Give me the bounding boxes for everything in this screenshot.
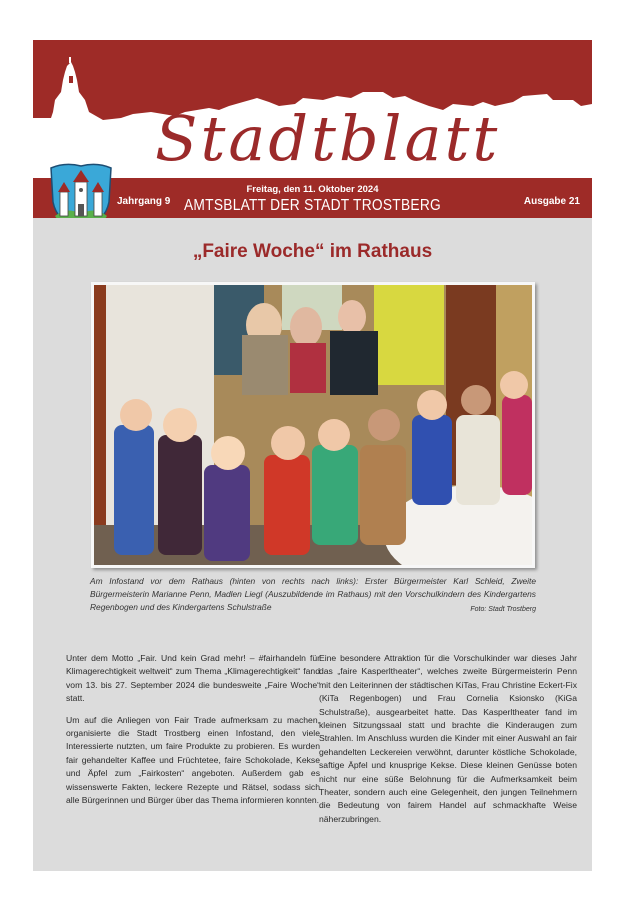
article-column-right (319, 652, 577, 834)
article-headline: „Faire Woche“ im Rathaus (192, 241, 433, 262)
photo-credit: Foto: Stadt Trostberg (470, 606, 536, 613)
issue-date: Freitag, den 11. Oktober 2024 (246, 184, 379, 195)
article-paragraph: Eine besondere Attraktion für die Vorschulkinder war dieses Jahr das „faire Kasperltheater“, welches zweite Bürgermeisterin Penn mit den Leiterinnen der städtischen KiTas, Frau Christine Eckert-Fix (KiTa Regenbogen) und Frau Cornelia Ksionsko (KiGa Schulstraße), ausgearbeitet hatte. Das Kasperltheater fand im kleinen Sitzungssaal statt und brachte die Kinderaugen zum Strahlen. Im Anschluss wurden die Kinder mit einer Auswahl an fair gehandelten Leckereien verwöhnt, darunter köstliche Schokolade, saftige Äpfel und knusprige Kekse. Diese kleinen Genüsse boten nicht nur eine süße Belohnung für die Aufmerksamkeit beim Theater, sondern auch eine Gelegenheit, den jungen Teilnehmern die Bedeutung von fairem Handel auf schmackhafte Weise näherzubringen. (319, 653, 577, 824)
volume-label: Jahrgang 9 (117, 196, 171, 207)
photo-caption: Am Infostand vor dem Rathaus (hinten von rechts nach links): Erster Bürgermeister Karl Schleid, Zweite Bürgermeisterin Marianne Penn, Madlen Liegl (Auszubildende im Rathaus) mit den Vorschulkindern des Kindergartens Regenbogen und des Kindergartens Schulstraße (90, 576, 536, 612)
publication-subtitle: AMTSBLATT DER STADT TROSTBERG (183, 197, 441, 214)
article-column-left (66, 652, 320, 815)
coat-of-arms-icon (47, 162, 115, 218)
article-photo (91, 282, 535, 568)
article-paragraph: Unter dem Motto „Fair. Und kein Grad mehr! – #fairhandeln für Klimagerechtigkeit weltweit“ zum Thema „Klimagerechtigkeit“ fand vom 13. bis 27. September 2024 die bundesweite „Faire Woche“ statt. (66, 653, 320, 704)
masthead-title: Stadtblatt (155, 102, 501, 175)
group-photo-image (94, 285, 532, 565)
masthead (33, 40, 592, 218)
newspaper-page (33, 40, 592, 871)
photo-illustration-icon (94, 285, 532, 565)
issue-number: Ausgabe 21 (523, 196, 580, 207)
article-paragraph: Um auf die Anliegen von Fair Trade aufmerksam zu machen, organisierte die Stadt Trostberg einen Infostand, den viele Interessierte nutzten, um faire Produkte zu probieren. Es wurden fair gehandelter Kaffee und Früchtetee, faire Schokolade, Kekse und Äpfel zum „Fairkosten“ angeboten. Außerdem gab es wissenswerte Fakten, leckere Rezepte und Rätsel, sodass sich alle Bürgerinnen und Bürger über das Thema informieren konnten. (66, 714, 320, 806)
